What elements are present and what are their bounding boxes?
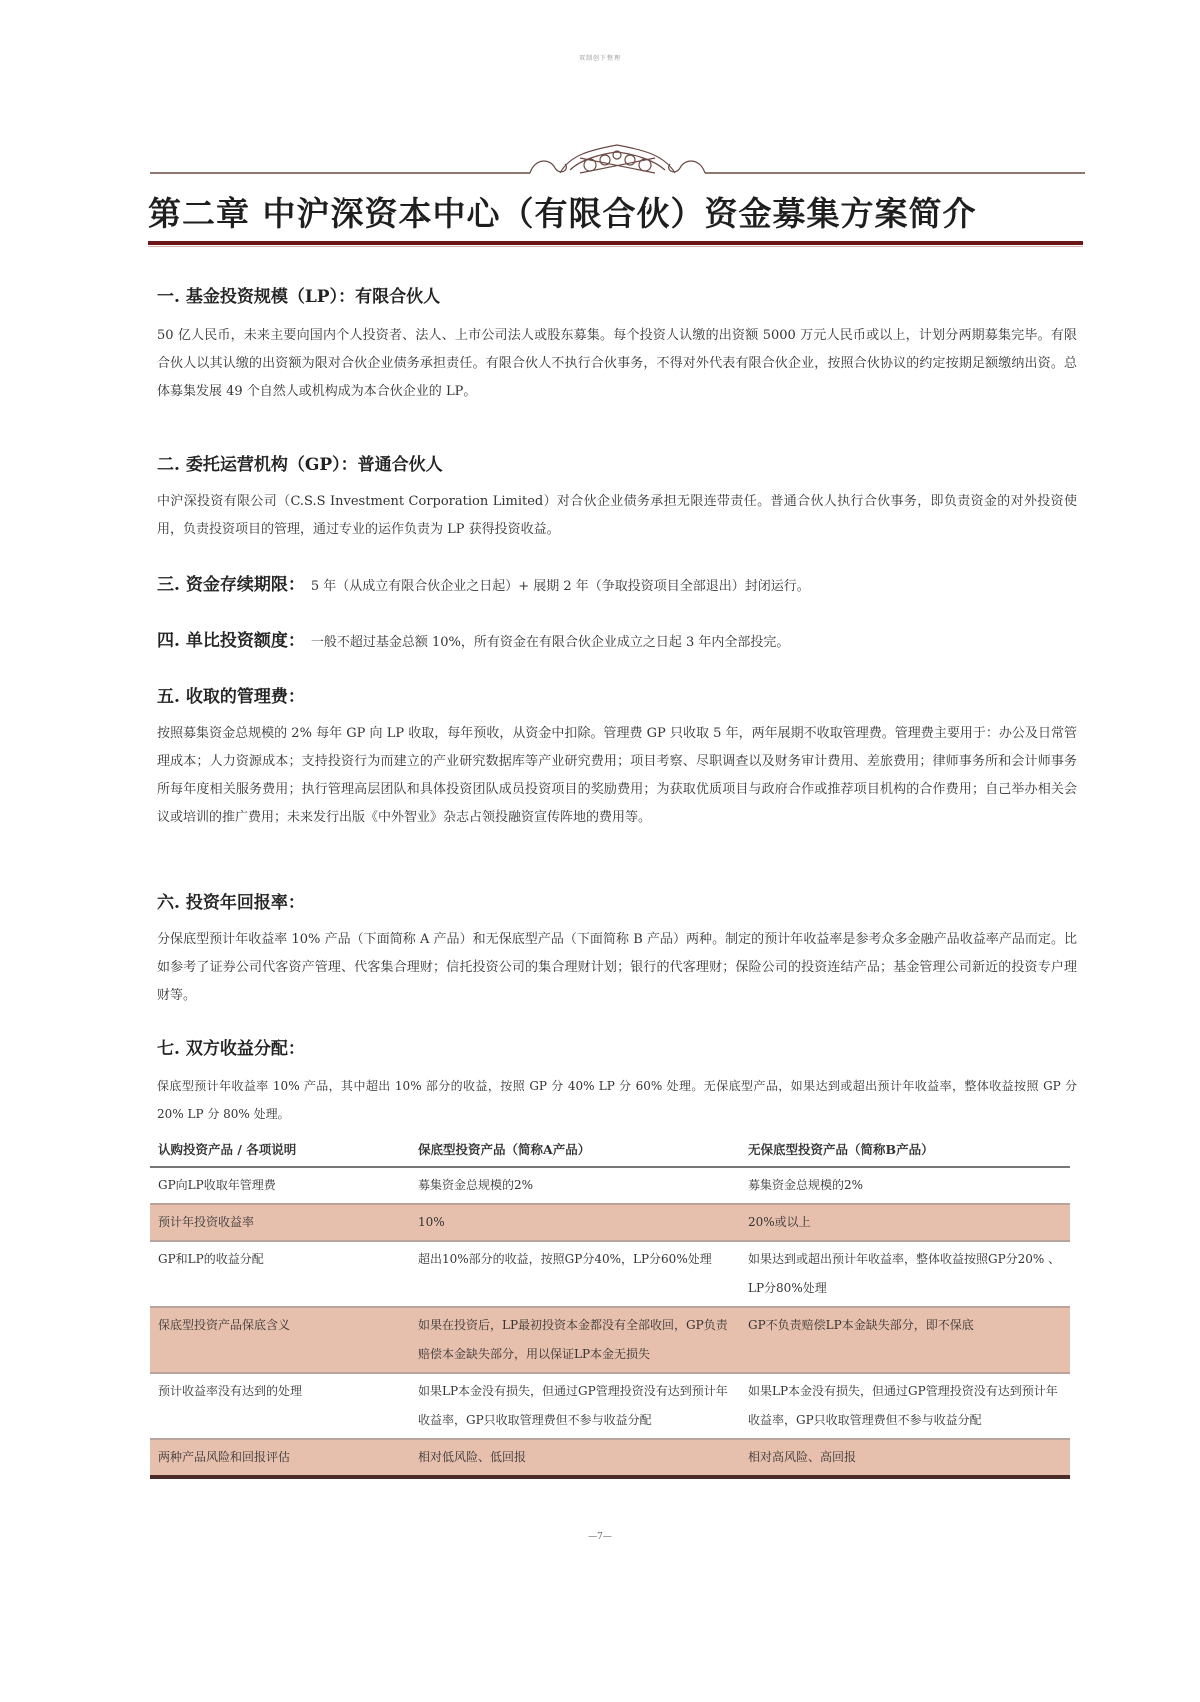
table-row: [150, 1373, 1070, 1439]
table-cell: GP不负责赔偿LP本金缺失部分，即不保底: [740, 1307, 1070, 1373]
table-row: [150, 1439, 1070, 1477]
chapter-title: 第二章 中沪深资本中心（有限合伙）资金募集方案简介: [148, 194, 977, 233]
table-row: [150, 1204, 1070, 1241]
section-body-profit-distribution: 保底型预计年收益率 10% 产品，其中超出 10% 部分的收益，按照 GP 分 40% LP 分 60% 处理。无保底型产品，如果达到或超出预计年收益率，整体收益按照 GP 分 20% LP 分 80% 处理。: [157, 1079, 1077, 1121]
section-heading-management-fee: 五. 收取的管理费：: [157, 687, 305, 707]
section-investment-limit: [157, 626, 789, 651]
table-cell: GP和LP的收益分配: [150, 1241, 410, 1307]
table-cell: 超出10%部分的收益，按照GP分40%，LP分60%处理: [410, 1241, 740, 1307]
page-number: —7—: [588, 1532, 612, 1542]
table-header-product-a: 保底型投资产品（简称A产品）: [410, 1130, 740, 1167]
table-cell: 如果达到或超出预计年收益率，整体收益按照GP分20% 、LP分80%处理: [740, 1241, 1070, 1307]
section-body-annual-return: 分保底型预计年收益率 10% 产品（下面简称 A 产品）和无保底型产品（下面简称 B 产品）两种。制定的预计年收益率是参考众多金融产品收益率产品而定。比如参考了证券公司代客资产管理、代客集合理财；信托投资公司的集合理财计划；银行的代客理财；保险公司的投资连结产品；基金管理公司新近的投资专户理财等。: [157, 932, 1077, 1003]
table-cell: 两种产品风险和回报评估: [150, 1439, 410, 1477]
table-cell: 募集资金总规模的2%: [418, 1178, 534, 1192]
section-duration: [157, 570, 810, 595]
table-cell: 如果在投资后，LP最初投资本金都没有全部收回，GP负责赔偿本金缺失部分，用以保证LP本金无损失: [410, 1307, 740, 1373]
table-row: [150, 1241, 1070, 1307]
table-cell: 相对高风险、高回报: [740, 1439, 1070, 1477]
product-comparison-table: [150, 1130, 1070, 1479]
table-row: [150, 1167, 1070, 1204]
table-cell: 预计年投资收益率: [150, 1204, 410, 1241]
section-heading-investment-limit: 四. 单比投资额度：: [157, 631, 305, 651]
table-cell: 保底型投资产品保底含义: [150, 1307, 410, 1373]
section-body-gp: 中沪深投资有限公司（C.S.S Investment Corporation Limited）对合伙企业债务承担无限连带责任。普通合伙人执行合伙事务，即负责资金的对外投资使用，负责投资项目的管理，通过专业的运作负责为 LP 获得投资收益。: [157, 494, 1077, 537]
decorative-ornament-icon: [150, 140, 1085, 180]
section-heading-fund-scale: 一. 基金投资规模（LP）：有限合伙人: [157, 287, 441, 307]
table-cell: 如果LP本金没有损失，但通过GP管理投资没有达到预计年收益率，GP只收取管理费但不参与收益分配: [410, 1373, 740, 1439]
section-body-investment-limit: 一般不超过基金总额 10%，所有资金在有限合伙企业成立之日起 3 年内全部投完。: [310, 635, 790, 650]
section-body-management-fee: 按照募集资金总规模的 2% 每年 GP 向 LP 收取，每年预收，从资金中扣除。管理费 GP 只收取 5 年，两年展期不收取管理费。管理费主要用于：办公及日常管理成本；人力资源成本；支持投资行为而建立的产业研究数据库等产业研究费用；项目考察、尽职调查以及财务审计费用、差旅费用；律师事务所和会计师事务所每年度相关服务费用；执行管理高层团队和具体投资团队成员投资项目的奖励费用；为获取优质项目与政府合作或推荐项目机构的合作费用；自己举办相关会议或培训的推广费用；未来发行出版《中外智业》杂志占领投融资宣传阵地的费用等。: [157, 726, 1077, 825]
section-heading-duration: 三. 资金存续期限：: [157, 575, 305, 595]
table-row: [150, 1307, 1070, 1373]
table-cell: 20%或以上: [740, 1204, 1070, 1241]
section-body-fund-scale: 50 亿人民币，未来主要向国内个人投资者、法人、上市公司法人或股东募集。每个投资人认缴的出资额 5000 万元人民币或以上，计划分两期募集完毕。有限合伙人以其认缴的出资额为限对合伙企业债务承担责任。有限合伙人不执行合伙事务，不得对外代表有限合伙企业，按照合伙协议的约定按期足额缴纳出资。总体募集发展 49 个自然人或机构成为本合伙企业的 LP。: [157, 328, 1077, 399]
table-header-product-b: 无保底型投资产品（简称B产品）: [740, 1130, 1070, 1167]
table-header-row: [150, 1130, 1070, 1167]
table-cell: 10%: [410, 1204, 740, 1241]
header-note: 双制创下整理: [578, 55, 621, 62]
table-cell: 募集资金总规模的2%: [748, 1178, 864, 1192]
title-rule: [148, 241, 1083, 245]
table-cell: 预计收益率没有达到的处理: [150, 1373, 410, 1439]
section-body-duration: 5 年（从成立有限合伙企业之日起）+ 展期 2 年（争取投资项目全部退出）封闭运行。: [310, 579, 810, 594]
table-cell: 如果LP本金没有损失，但通过GP管理投资没有达到预计年收益率，GP只收取管理费但不参与收益分配: [740, 1373, 1070, 1439]
title-rule-accent: [148, 246, 1083, 247]
table-cell: GP向LP收取年管理费: [158, 1178, 276, 1192]
table-header-item: 认购投资产品 / 各项说明: [150, 1130, 410, 1167]
table-cell: 相对低风险、低回报: [410, 1439, 740, 1477]
section-heading-gp: 二. 委托运营机构（GP）：普通合伙人: [157, 455, 443, 475]
section-heading-profit-distribution: 七. 双方收益分配：: [157, 1039, 305, 1059]
section-heading-annual-return: 六. 投资年回报率：: [157, 893, 305, 913]
